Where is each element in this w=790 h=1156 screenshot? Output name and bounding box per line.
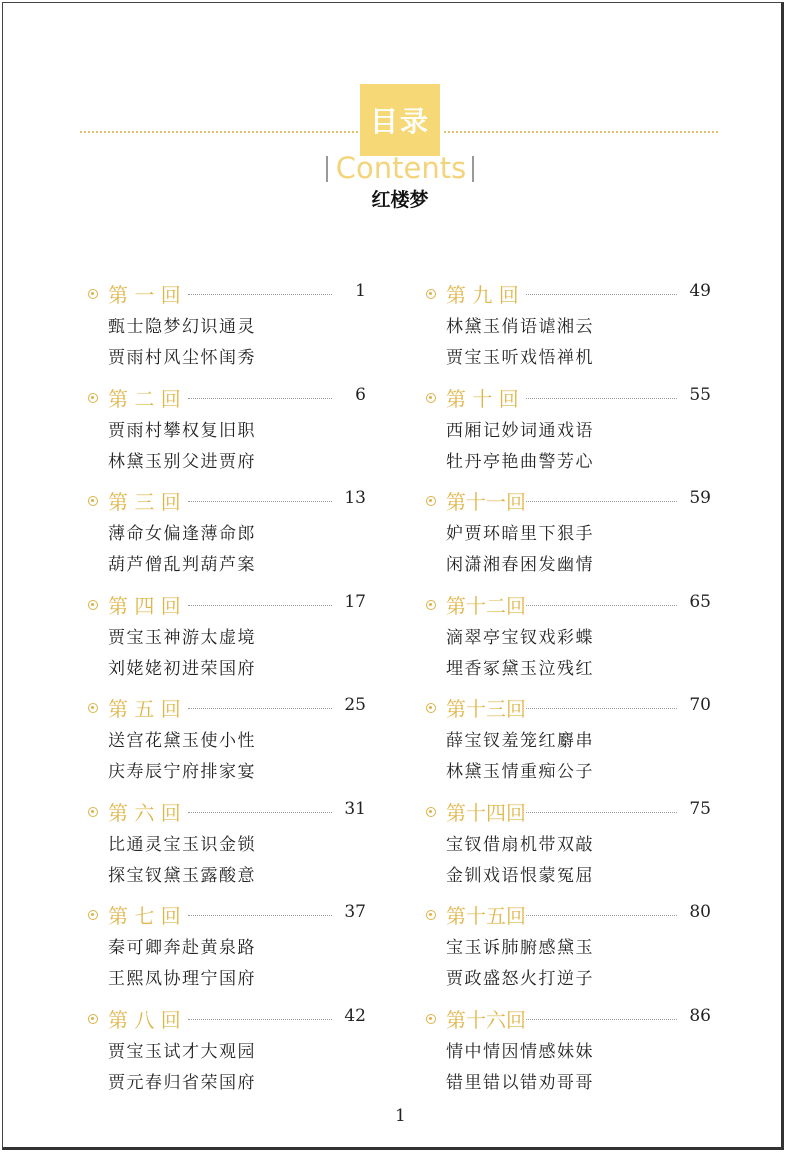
dot-leader — [188, 708, 332, 709]
chapter-page: 75 — [689, 798, 711, 819]
dot-leader — [188, 398, 332, 399]
chapter-number: 第 四 回 — [108, 593, 181, 618]
title-bar-right — [472, 156, 474, 182]
chapter-title-line-2: 贾宝玉听戏悟禅机 — [446, 348, 594, 368]
toc-entry — [84, 902, 366, 1006]
chapter-title-line-2: 金钏戏语恨蒙冤屈 — [446, 865, 594, 886]
chapter-title-line-1: 宝钗借扇机带双敲 — [446, 834, 594, 855]
chapter-page: 65 — [689, 591, 711, 612]
toc-entry — [422, 1005, 711, 1110]
chapter-page: 17 — [344, 591, 366, 612]
bullet-icon — [426, 496, 436, 506]
chapter-page: 25 — [344, 695, 366, 715]
toc-entry — [422, 384, 711, 489]
toc-entry — [84, 1005, 366, 1110]
chapter-title-line-1: 甄士隐梦幻识通灵 — [108, 317, 256, 337]
bullet-icon — [88, 910, 98, 920]
book-title: 红楼梦 — [371, 189, 429, 211]
chapter-number: 第 七 回 — [108, 904, 181, 928]
chapter-title-line-1: 送宫花黛玉使小性 — [108, 731, 256, 751]
bullet-icon — [88, 393, 98, 403]
chapter-title-line-2: 葫芦僧乱判葫芦案 — [108, 555, 256, 575]
chapter-page: 49 — [689, 281, 711, 301]
chapter-title-line-1: 滴翠亭宝钗戏彩蝶 — [446, 627, 594, 648]
chapter-page: 80 — [689, 902, 711, 922]
chapter-title-line-1: 贾宝玉神游太虚境 — [108, 627, 256, 648]
chapter-title-line-2: 庆寿辰宁府排家宴 — [108, 762, 256, 782]
chapter-title-line-2: 贾雨村风尘怀闺秀 — [108, 348, 256, 368]
dot-leader — [526, 605, 677, 606]
chapter-page: 37 — [344, 902, 366, 922]
chapter-title-line-1: 贾雨村攀权复旧职 — [108, 420, 256, 441]
chapter-number: 第 九 回 — [446, 283, 519, 307]
chapter-number: 第十三回 — [446, 697, 526, 721]
dot-leader — [526, 915, 677, 916]
toc-entry — [84, 591, 366, 696]
toc-entry — [84, 488, 366, 592]
chapter-title-line-2: 错里错以错劝哥哥 — [446, 1072, 594, 1093]
chapter-page: 31 — [344, 798, 366, 819]
bullet-icon — [426, 289, 436, 299]
bullet-icon — [426, 910, 436, 920]
toc-entry — [84, 695, 366, 799]
toc-entry — [422, 591, 711, 696]
page-number: 1 — [395, 1106, 406, 1126]
dot-leader — [526, 398, 677, 399]
chapter-number: 第十一回 — [446, 490, 526, 514]
chapter-number: 第十五回 — [446, 904, 526, 928]
chapter-page: 13 — [344, 488, 366, 508]
bullet-icon — [426, 393, 436, 403]
chapter-title-line-1: 林黛玉俏语谑湘云 — [446, 317, 594, 337]
chapter-page: 55 — [689, 384, 711, 405]
bullet-icon — [88, 703, 98, 713]
chapter-title-line-1: 情中情因情感妹妹 — [446, 1041, 594, 1062]
chapter-number: 第十四回 — [446, 800, 526, 825]
chapter-title-line-2: 林黛玉情重痴公子 — [446, 762, 594, 782]
toc-entry — [422, 902, 711, 1006]
chapter-number: 第十六回 — [446, 1007, 526, 1032]
bullet-icon — [426, 1014, 436, 1024]
toc-entry — [422, 281, 711, 385]
chapter-number: 第 八 回 — [108, 1007, 181, 1032]
chapter-page: 70 — [689, 695, 711, 715]
toc-entry — [84, 384, 366, 489]
chapter-title-line-1: 西厢记妙词通戏语 — [446, 420, 594, 441]
chapter-title-line-1: 妒贾环暗里下狠手 — [446, 524, 594, 544]
bullet-icon — [88, 289, 98, 299]
chapter-number: 第 三 回 — [108, 490, 181, 514]
bullet-icon — [426, 600, 436, 610]
dot-leader — [526, 708, 677, 709]
bullet-icon — [88, 807, 98, 817]
chapter-title-line-2: 探宝钗黛玉露酸意 — [108, 865, 256, 886]
chapter-title-line-2: 牡丹亭艳曲警芳心 — [446, 451, 594, 472]
chapter-page: 6 — [355, 384, 366, 405]
toc-entry — [422, 488, 711, 592]
toc-entry — [84, 798, 366, 903]
bullet-icon — [88, 496, 98, 506]
chapter-number: 第 十 回 — [446, 386, 519, 411]
dot-leader — [188, 501, 332, 502]
chapter-title-line-1: 秦可卿奔赴黄泉路 — [108, 938, 256, 958]
dot-leader — [188, 915, 332, 916]
chapter-page: 1 — [355, 281, 366, 301]
dot-leader — [526, 1019, 677, 1020]
chapter-title-line-2: 贾元春归省荣国府 — [108, 1072, 256, 1093]
header-dotted-rule-left — [80, 131, 358, 133]
chapter-title-line-1: 比通灵宝玉识金锁 — [108, 834, 256, 855]
chapter-title-line-2: 王熙凤协理宁国府 — [108, 969, 256, 989]
bullet-icon — [88, 1014, 98, 1024]
page-title-english: Contents — [335, 151, 467, 185]
dot-leader — [526, 812, 677, 813]
dot-leader — [188, 812, 332, 813]
dot-leader — [188, 1019, 332, 1020]
bullet-icon — [426, 703, 436, 713]
chapter-title-line-2: 闲潇湘春困发幽情 — [446, 555, 594, 575]
chapter-title-line-1: 薛宝钗羞笼红麝串 — [446, 731, 594, 751]
toc-entry — [422, 798, 711, 903]
chapter-title-line-2: 埋香冢黛玉泣残红 — [446, 658, 594, 679]
bullet-icon — [88, 600, 98, 610]
dot-leader — [188, 605, 332, 606]
chapter-number: 第 一 回 — [108, 283, 181, 307]
chapter-page: 42 — [344, 1005, 366, 1026]
chapter-title-line-1: 宝玉诉肺腑感黛玉 — [446, 938, 594, 958]
chapter-title-line-2: 刘姥姥初进荣国府 — [108, 658, 256, 679]
dot-leader — [526, 294, 677, 295]
header-dotted-rule-right — [444, 131, 718, 133]
chapter-title-line-2: 林黛玉别父进贾府 — [108, 451, 256, 472]
bullet-icon — [426, 807, 436, 817]
toc-entry — [422, 695, 711, 799]
chapter-title-line-1: 贾宝玉试才大观园 — [108, 1041, 256, 1062]
dot-leader — [188, 294, 332, 295]
page-title: 目录 — [369, 105, 430, 138]
dot-leader — [526, 501, 677, 502]
chapter-number: 第十二回 — [446, 593, 526, 618]
chapter-number: 第 二 回 — [108, 386, 181, 411]
chapter-title-line-1: 薄命女偏逢薄命郎 — [108, 524, 256, 544]
chapter-number: 第 五 回 — [108, 697, 181, 721]
chapter-page: 86 — [689, 1005, 711, 1026]
chapter-number: 第 六 回 — [108, 800, 181, 825]
chapter-page: 59 — [689, 488, 711, 508]
toc-entry — [84, 281, 366, 385]
chapter-title-line-2: 贾政盛怒火打逆子 — [446, 969, 594, 989]
